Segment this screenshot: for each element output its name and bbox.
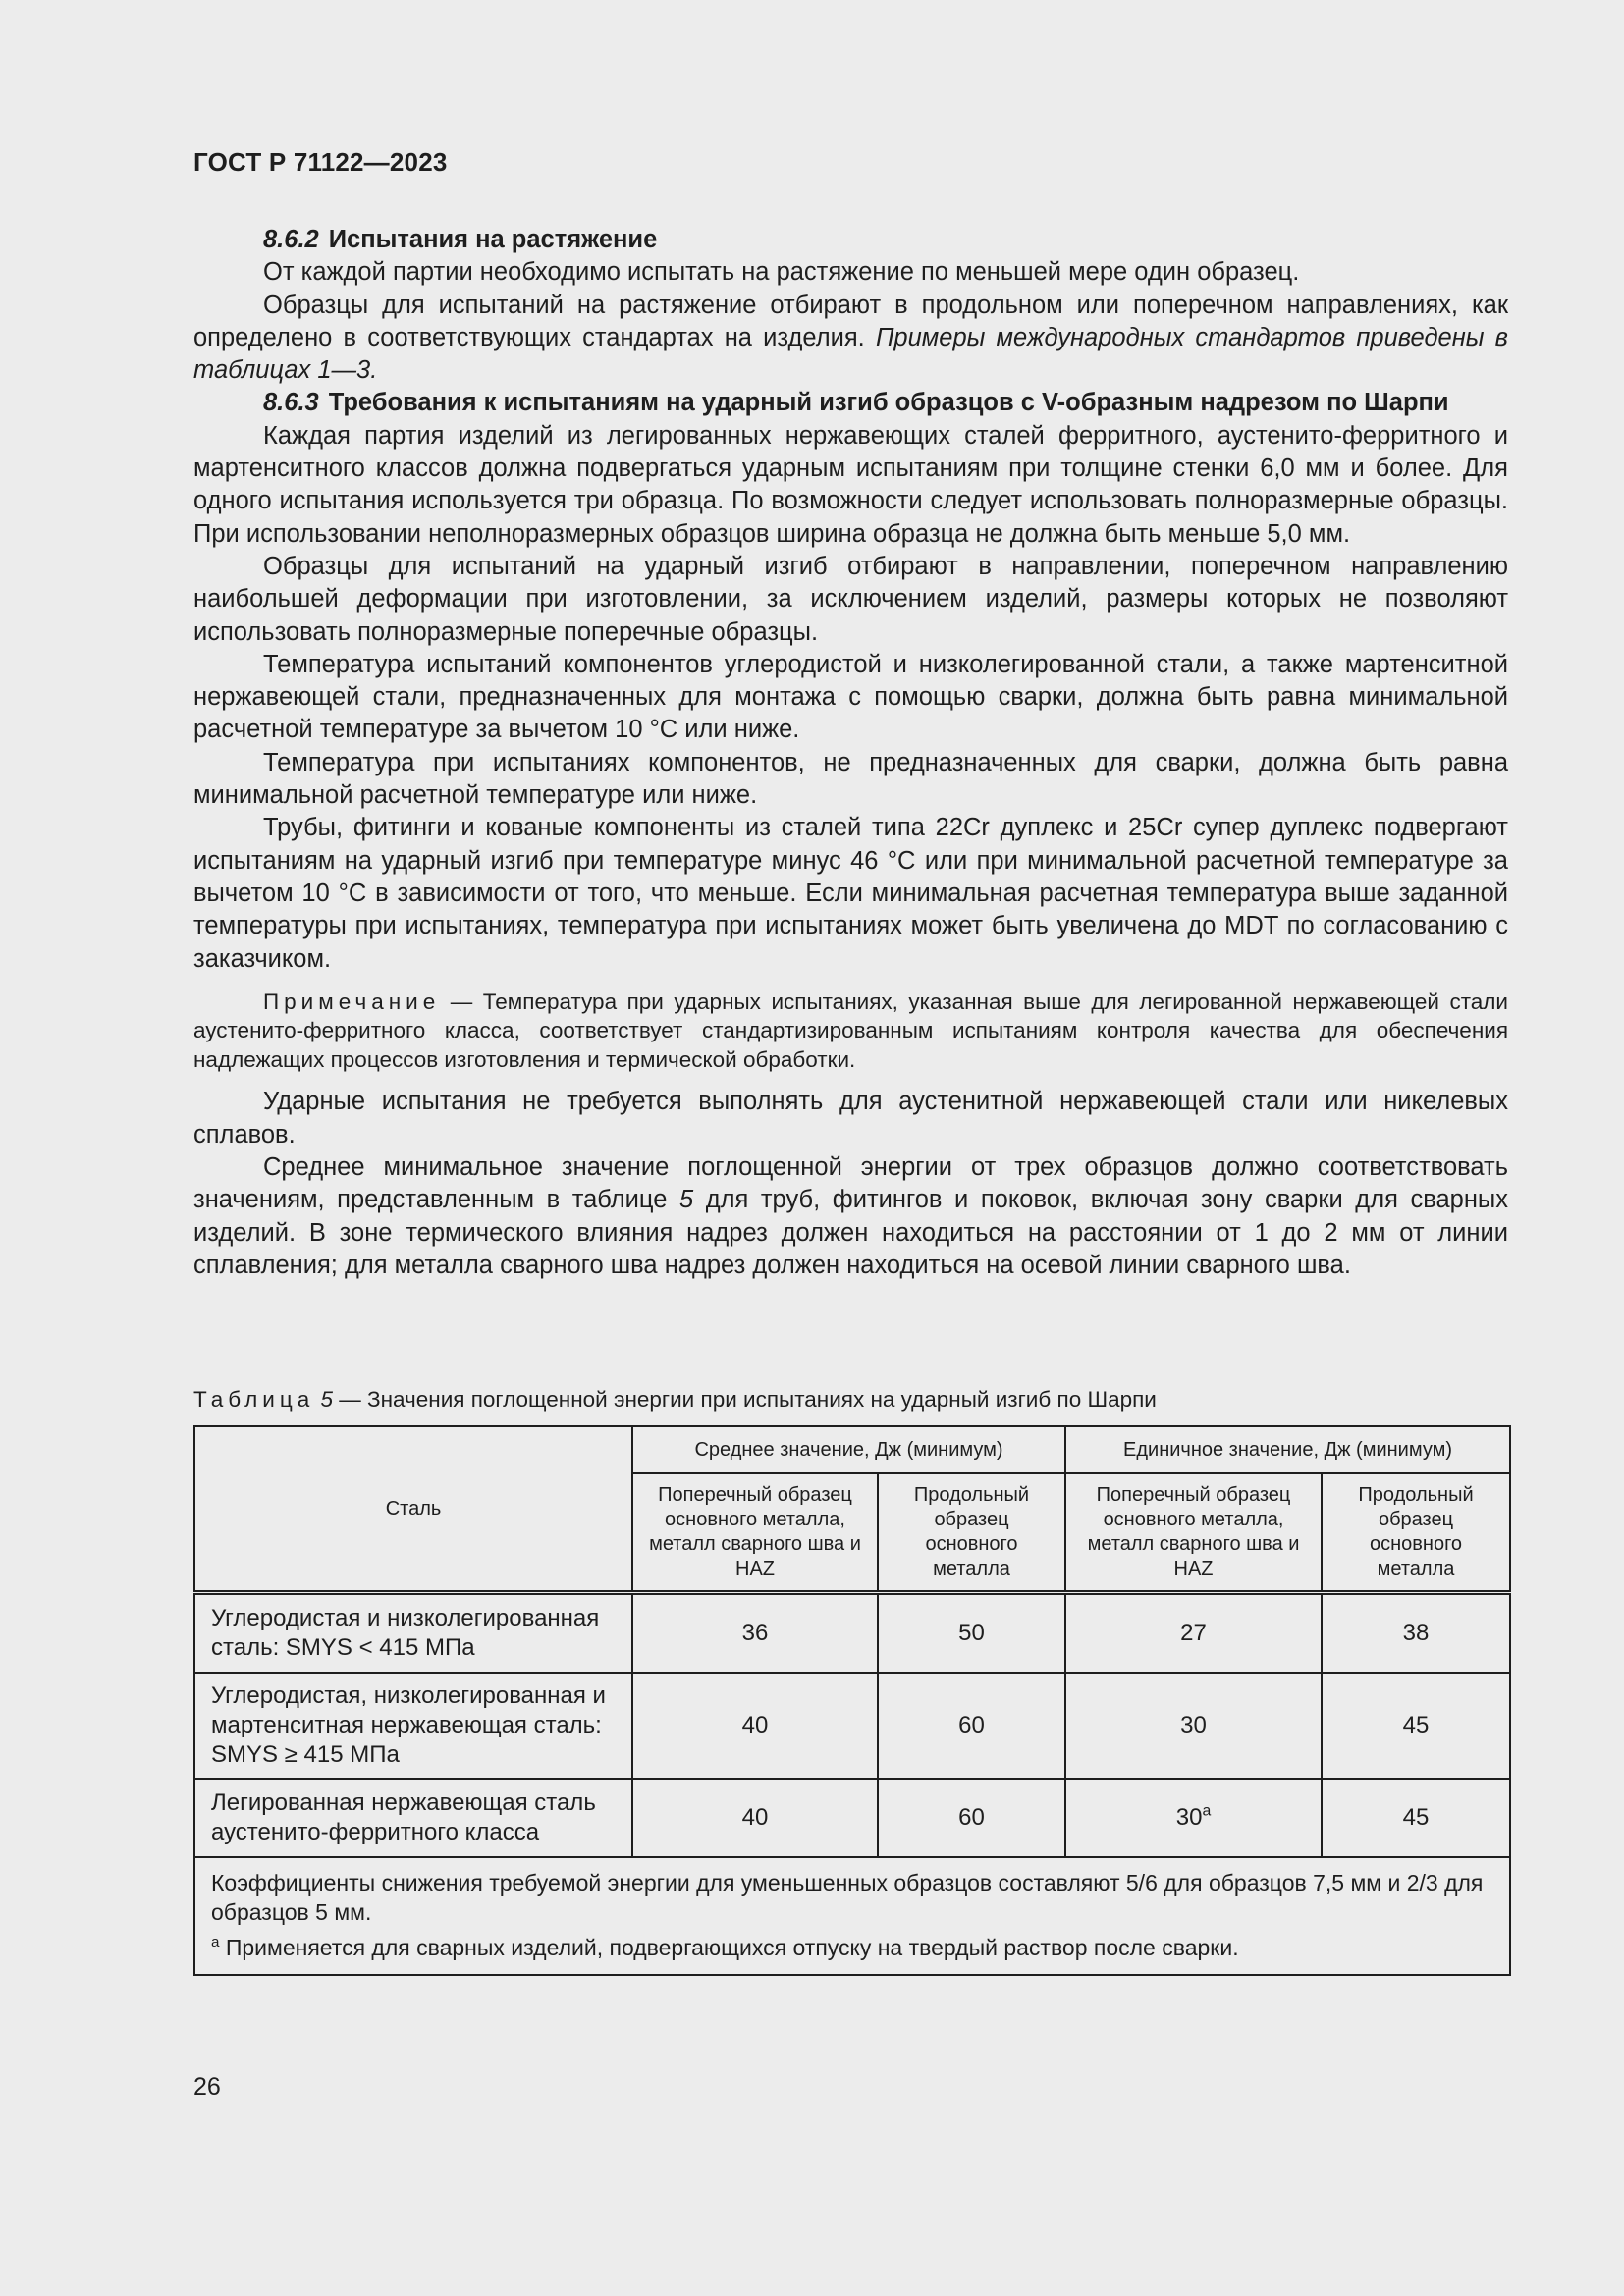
table-reference: 5 (678, 1186, 694, 1214)
table-row (194, 1593, 1510, 1674)
column-header-avg-longitudinal: Продольный образец основного металла (878, 1473, 1065, 1593)
paragraph-italic-reference: Примеры международных стандартов приведены в таблицах 1—3. (193, 323, 1508, 385)
section-title: Испытания на растяжение (328, 226, 658, 253)
footnote-marker: а (1202, 1802, 1212, 1820)
note-label: Примечание (263, 988, 441, 1014)
paragraph: Ударные испытания не требуется выполнять для аустенитной нержавеющей стали или никелевых сплавов. (193, 1088, 1508, 1148)
page-number: 26 (193, 2073, 221, 2101)
steel-type-cell: Углеродистая, низколегированная и мартенситная нержавеющая сталь: SMYS ≥ 415 МПа (194, 1673, 632, 1779)
column-group-average: Среднее значение, Дж (минимум) (632, 1426, 1065, 1473)
paragraph-text: Среднее минимальное значение поглощенной энергии от трех образцов должно соответствовать значениям, представленным в таблице (193, 1152, 1508, 1214)
paragraph: Каждая партия изделий из легированных нержавеющих сталей ферритного, аустенито-ферритного и мартенситного классов должна подвергаться ударным испытаниям при толщине стенки 6,0 мм и более. Для одного испытания используется три образца. По возможности следует использовать полноразмерные образцы. При использовании неполноразмерных образцов ширина образца не должна быть меньше 5,0 мм. (193, 421, 1508, 548)
document-body (193, 224, 1508, 1282)
table-footnote-a (211, 1933, 1493, 1962)
steel-type-cell: Углеродистая и низколегированная сталь: SMYS < 415 МПа (194, 1593, 632, 1674)
value-cell: 38 (1322, 1593, 1510, 1674)
value-cell: 60 (878, 1779, 1065, 1857)
column-header-single-longitudinal: Продольный образец основного металла (1322, 1473, 1510, 1593)
paragraph: От каждой партии необходимо испытать на растяжение по меньшей мере один образец. (263, 258, 1300, 287)
paragraph: Образцы для испытаний на ударный изгиб отбирают в направлении, поперечном направлению наибольшей деформации при изготовлении, за исключением изделий, размеры которых не позволяют использовать полноразмерные поперечные образцы. (193, 552, 1508, 646)
table-footnotes (194, 1857, 1510, 1975)
paragraph: Температура испытаний компонентов углеродистой и низколегированной стали, а также мартенситной нержавеющей стали, предназначенных для монтажа с помощью сварки, должна быть равна минимальной расчетной температуре за вычетом 10 °C или ниже. (193, 650, 1508, 744)
table-caption-number: 5 (320, 1387, 334, 1412)
section-8-6-3-heading (193, 387, 1508, 419)
paragraph-text: для труб, фитингов и поковок, включая зону сварки для сварных изделий. В зоне термического влияния надрез должен находиться на расстоянии от 1 до 2 мм от линии сплавления; для металла сварного шва надрез должен находиться на осевой линии сварного шва. (193, 1186, 1508, 1279)
value-cell: 30 (1065, 1673, 1322, 1779)
value-cell-with-footnote (1065, 1779, 1322, 1857)
table-caption-word: Таблица (193, 1387, 315, 1412)
paragraph-text: Образцы для испытаний на растяжение отбирают в продольном или поперечном направлениях, как определено в соответствующих стандартах на изделия. (193, 291, 1508, 351)
charpy-energy-table (193, 1425, 1511, 1976)
value-cell: 45 (1322, 1673, 1510, 1779)
note (193, 988, 1508, 1075)
table-note: Коэффициенты снижения требуемой энергии для уменьшенных образцов составляют 5/6 для образцов 7,5 мм и 2/3 для образцов 5 мм. (211, 1870, 1484, 1925)
value-cell: 50 (878, 1593, 1065, 1674)
paragraph: Температура при испытаниях компонентов, не предназначенных для сварки, должна быть равна минимальной расчетной температуре или ниже. (193, 748, 1508, 810)
value-cell: 40 (632, 1779, 878, 1857)
section-number: 8.6.3 (263, 389, 319, 417)
value-cell: 36 (632, 1593, 878, 1674)
table-caption (193, 1386, 1157, 1414)
table-row (194, 1779, 1510, 1857)
column-header-single-transverse: Поперечный образец основного металла, металл сварного шва и HAZ (1065, 1473, 1322, 1593)
column-header-steel: Сталь (194, 1426, 632, 1593)
table-row (194, 1673, 1510, 1779)
footnote-marker: а (211, 1933, 220, 1950)
table-caption-text: — Значения поглощенной энергии при испытаниях на ударный изгиб по Шарпи (333, 1387, 1157, 1412)
value-cell: 27 (1065, 1593, 1322, 1674)
value-cell: 45 (1322, 1779, 1510, 1857)
document-code-header: ГОСТ Р 71122—2023 (193, 147, 448, 177)
section-number: 8.6.2 (263, 226, 319, 253)
column-header-avg-transverse: Поперечный образец основного металла, металл сварного шва и HAZ (632, 1473, 878, 1593)
column-group-single: Единичное значение, Дж (минимум) (1065, 1426, 1510, 1473)
section-title: Требования к испытаниям на ударный изгиб образцов с V-образным надрезом по Шарпи (328, 389, 1449, 417)
value-cell: 60 (878, 1673, 1065, 1779)
value-text: 30 (1175, 1804, 1203, 1831)
paragraph: Трубы, фитинги и кованые компоненты из сталей типа 22Cr дуплекс и 25Cr супер дуплекс подвергают испытаниям на ударный изгиб при температуре минус 46 °C или при минимальной расчетной температуре за вычетом 10 °C в зависимости от того, что меньше. Если минимальная расчетная температура выше заданной температуры при испытаниях, температура при испытаниях может быть увеличена до MDT по согласованию с заказчиком. (193, 814, 1508, 973)
section-8-6-2-heading (193, 224, 1508, 256)
note-text: — Температура при ударных испытаниях, указанная выше для легированной нержавеющей стали аустенито-ферритного класса, соответствует стандартизированным испытаниям контроля качества для обеспечения надлежащих процессов изготовления и термической обработки. (193, 988, 1508, 1072)
value-cell: 40 (632, 1673, 878, 1779)
paragraph (193, 290, 1508, 388)
steel-type-cell: Легированная нержавеющая сталь аустенито-ферритного класса (194, 1779, 632, 1857)
footnote-text: Применяется для сварных изделий, подвергающихся отпуску на твердый раствор после сварки. (219, 1935, 1239, 1960)
paragraph (193, 1151, 1508, 1282)
